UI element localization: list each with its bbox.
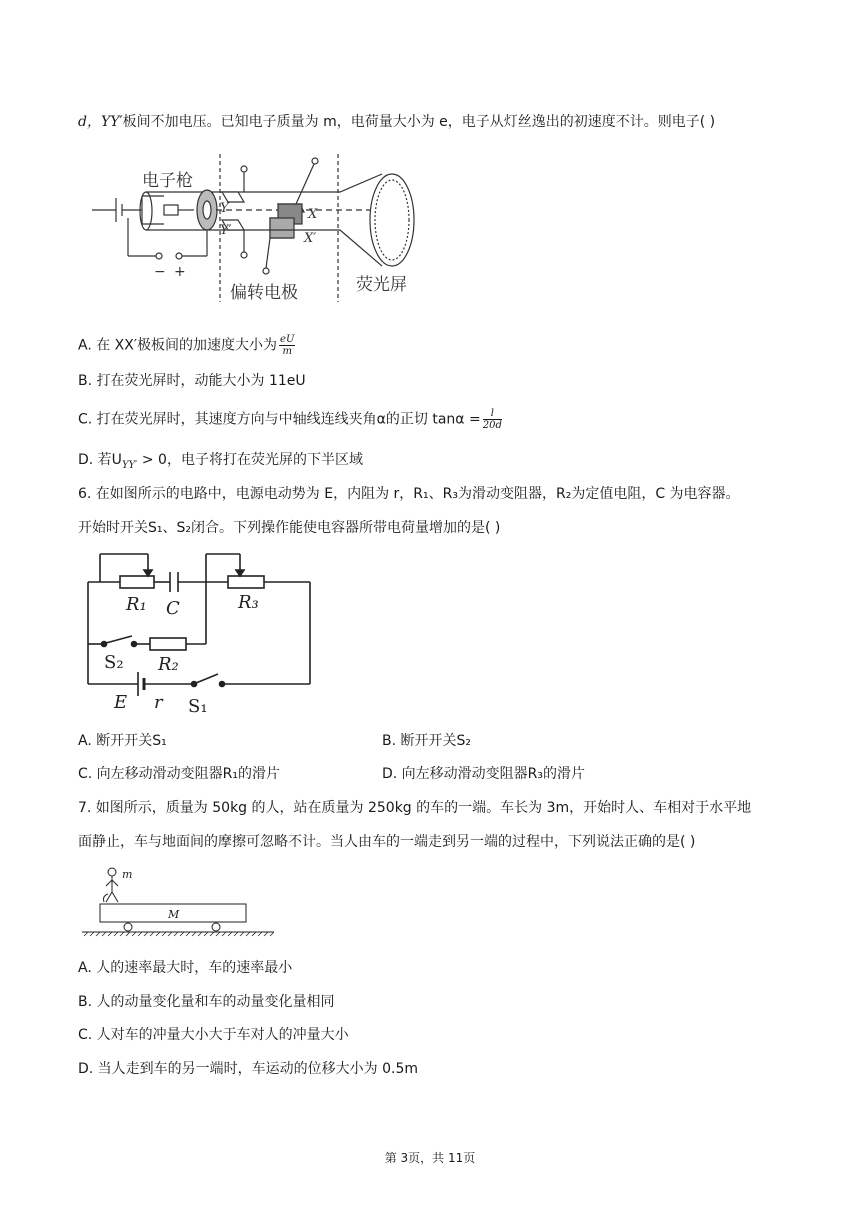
q6-stem-line-1: 6. 在如图所示的电路中，电源电动势为 E，内阻为 r，R₁、R₃为滑动变阻器，R₂为定值电阻，C 为电容器。 bbox=[78, 486, 740, 502]
deflector-label: 偏转电极 bbox=[230, 283, 298, 303]
q6-option-d: D. 向左移动滑动变阻器R₃的滑片 bbox=[382, 766, 586, 782]
page-footer: 第 3页，共 11页 bbox=[384, 1151, 476, 1165]
q5-intro-vars: d，YY′ bbox=[78, 114, 123, 130]
q5-intro bbox=[78, 112, 715, 132]
yp-label: Y′ bbox=[220, 223, 232, 238]
q5-option-a bbox=[78, 334, 297, 357]
q5-option-d-subscript: YY′ bbox=[121, 459, 138, 471]
q7-stem-line-1: 7. 如图所示，质量为 50kg 的人，站在质量为 250kg 的车的一端。车长为 3m，开始时人、车相对于水平地 bbox=[78, 800, 752, 816]
q5-option-b: B. 打在荧光屏时，动能大小为 11eU bbox=[78, 373, 306, 389]
fraction-numerator: l bbox=[483, 408, 502, 420]
r1-label: R₁ bbox=[126, 594, 147, 615]
q6-option-c: C. 向左移动滑动变阻器R₁的滑片 bbox=[78, 766, 281, 782]
q7-option-b: B. 人的动量变化量和车的动量变化量相同 bbox=[78, 994, 335, 1010]
screen-label: 荧光屏 bbox=[356, 275, 407, 295]
r2-label: R₂ bbox=[158, 654, 179, 675]
circuit-figure bbox=[80, 548, 316, 718]
q5-option-c-fraction bbox=[483, 408, 502, 431]
x-label: X bbox=[308, 207, 318, 222]
fraction-denominator: 20d bbox=[482, 420, 502, 431]
q6-stem-line-2: 开始时开关S₁、S₂闭合。下列操作能使电容器所带电荷量增加的是( ) bbox=[78, 520, 501, 536]
r-label: r bbox=[154, 692, 163, 713]
gun-label: 电子枪 bbox=[142, 171, 193, 191]
e-label: E bbox=[114, 692, 128, 713]
q5-option-a-fraction bbox=[279, 334, 295, 357]
y-label: Y bbox=[220, 201, 229, 216]
cart-mass-label: M bbox=[168, 908, 180, 921]
q7-option-a: A. 人的速率最大时，车的速率最小 bbox=[78, 960, 293, 976]
q5-intro-text: 板间不加电压。已知电子质量为 m，电荷量大小为 e，电子从灯丝逸出的初速度不计。则电子( ) bbox=[122, 114, 716, 130]
c-label: C bbox=[166, 598, 180, 619]
s1-label: S₁ bbox=[188, 696, 208, 717]
q6-option-a: A. 断开开关S₁ bbox=[78, 733, 167, 749]
person-cart-figure bbox=[78, 864, 278, 942]
q7-stem-line-2: 面静止，车与地面间的摩擦可忽略不计。当人由车的一端走到另一端的过程中，下列说法正确的是( ) bbox=[78, 834, 696, 850]
q5-option-c bbox=[78, 408, 504, 431]
q5-option-d-rest: > 0，电子将打在荧光屏的下半区域 bbox=[137, 452, 363, 468]
minus-label: − bbox=[154, 264, 166, 280]
q5-option-d-text: D. 若U bbox=[78, 452, 122, 468]
q5-option-a-text: A. 在 XX′极板间的加速度大小为 bbox=[78, 337, 278, 354]
q5-option-d bbox=[78, 450, 363, 476]
xp-label: X′ bbox=[304, 231, 317, 246]
fraction-denominator: m bbox=[282, 346, 292, 357]
q7-option-d: D. 当人走到车的另一端时，车运动的位移大小为 0.5m bbox=[78, 1061, 419, 1077]
plus-label: + bbox=[174, 264, 186, 280]
s2-label: S₂ bbox=[104, 652, 124, 673]
oscilloscope-tube-figure bbox=[86, 152, 426, 304]
r3-label: R₃ bbox=[238, 592, 259, 613]
person-mass-label: m bbox=[122, 868, 133, 881]
q7-option-c: C. 人对车的冲量大小大于车对人的冲量大小 bbox=[78, 1027, 349, 1043]
q6-option-b: B. 断开开关S₂ bbox=[382, 733, 472, 749]
fraction-numerator: eU bbox=[280, 334, 295, 345]
q5-option-c-text: C. 打在荧光屏时，其速度方向与中轴线连线夹角α的正切 tanα = bbox=[78, 411, 481, 428]
